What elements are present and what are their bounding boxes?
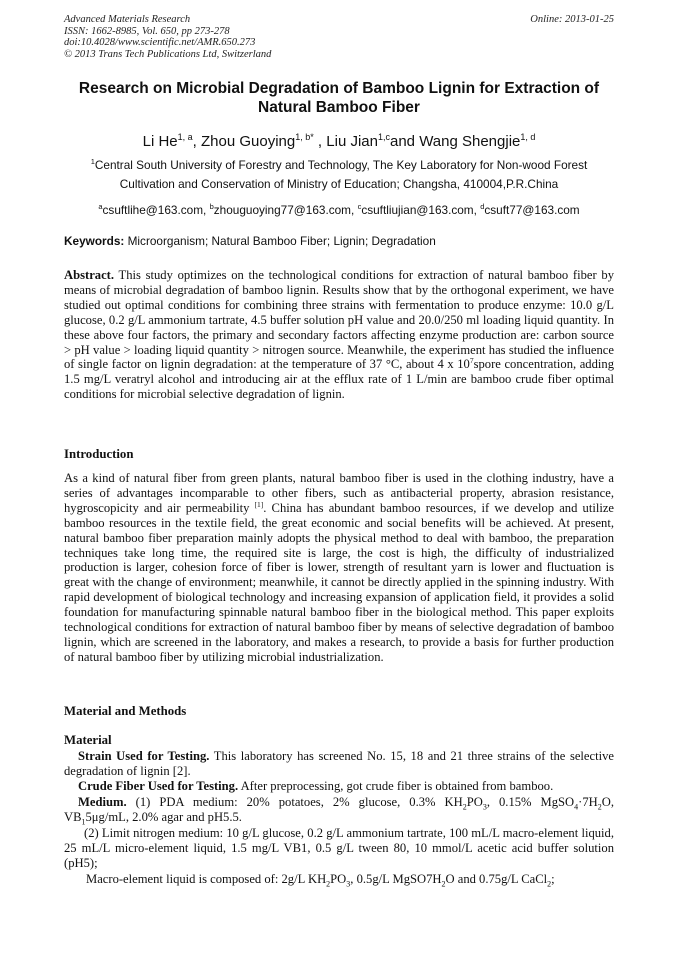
affiliation-text-1: Central South University of Forestry and Technology, The Key Laboratory for Non-wood Forest — [94, 157, 588, 172]
email-sup: b — [209, 202, 214, 211]
keywords — [64, 234, 624, 248]
keywords-label: Keywords: — [64, 234, 125, 248]
author-sup: 1, a — [177, 132, 193, 142]
author-name: Zhou Guoying — [201, 133, 296, 150]
subscript: 2 — [462, 802, 467, 812]
strain-label: Strain Used for Testing. — [78, 749, 210, 763]
medium-text: PO — [466, 795, 483, 809]
abstract-text-2: spore concentration, adding 1.5 mg/L veratryl alcohol and introducing air at the efflux rate of 1 L/min are bamboo crude fiber optimal conditions for microbial selective degradation of lignin. — [64, 357, 614, 402]
affiliation-line-1 — [40, 154, 638, 173]
crude-label: Crude Fiber Used for Testing. — [78, 779, 239, 793]
medium-text: (1) PDA medium: 20% potatoes, 2% glucose, 0.3% KH — [126, 795, 463, 809]
abstract-exponent: 7 — [469, 356, 474, 366]
abstract-label: Abstract. — [64, 268, 115, 282]
email-address: zhouguoying77@163.com — [213, 202, 352, 217]
subscript: 1 — [81, 817, 86, 827]
title-line-2: Natural Bamboo Fiber — [258, 99, 420, 116]
title-line-1: Research on Microbial Degradation of Bamboo Lignin for Extraction of — [78, 80, 600, 97]
medium-text: ·7H — [578, 795, 598, 809]
email-address: csuft77@163.com — [484, 202, 580, 217]
online-date: Online: 2013-01-25 — [530, 14, 614, 25]
strain-paragraph — [64, 749, 614, 779]
journal-doi: doi:10.4028/www.scientific.net/AMR.650.273 — [64, 37, 256, 48]
intro-text-1: As a kind of natural fiber from green plants, natural bamboo fiber is used in the clothing industry, have a series of advantages incomparable to other fibers, such as antibacterial property, abrasion resistance, hygroscopicity and air permeability — [64, 471, 614, 515]
subscript: 2 — [441, 879, 446, 889]
affiliation-sup: 1 — [90, 157, 95, 166]
subscript: 4 — [574, 802, 579, 812]
author-name: Liu Jian — [326, 133, 378, 150]
journal-copyright: © 2013 Trans Tech Publications Ltd, Switzerland — [64, 48, 272, 60]
email-address: csuftliujian@163.com — [361, 202, 474, 217]
medium-text: O, VB — [64, 795, 614, 824]
abstract — [64, 268, 614, 402]
crude-text: After preprocessing, got crude fiber is obtained from bamboo. — [238, 779, 554, 793]
medium-text: 5μg/mL, 2.0% agar and pH5.5. — [85, 809, 242, 824]
macro-element-paragraph — [64, 872, 614, 887]
keywords-text: Microorganism; Natural Bamboo Fiber; Lignin; Degradation — [127, 234, 436, 248]
journal-header — [64, 14, 271, 60]
crude-paragraph — [64, 779, 614, 794]
macro-text: , 0.5g/L MgSO7H — [350, 872, 442, 886]
author-sup: 1, d — [520, 132, 536, 142]
introduction-heading: Introduction — [64, 447, 134, 461]
subscript: 2 — [547, 879, 552, 889]
author-name: Wang Shengjie — [419, 133, 521, 150]
material-subheading: Material — [64, 733, 112, 747]
medium-text: , 0.15% MgSO — [486, 795, 575, 809]
journal-name: Advanced Materials Research — [64, 14, 191, 25]
abstract-text-1: This study optimizes on the technological conditions for extraction of natural bamboo fiber by means of microbial degradation of bamboo lignin. Results show that by the orthogonal experiment, we have studied out optimal conditions for combining three strains with fermentation to produce enzyme: 10.0 g/L glucose, 0.2 g/L ammonium tartrate, 4.5 buffer solution pH value and 20.0/250 ml loading liquid quantity. In these above four factors, the primary and secondary factors affecting enzyme production are: carbon source > pH value > loading liquid quantity > nitrogen source. Meanwhile, the experiment has studied the influence of single factor on lignin degradation: at the temperature of 37 °C, about 4 x 10 — [64, 268, 614, 372]
macro-text: O and 0.75g/L CaCl — [445, 872, 548, 886]
author-sup: 1, b* — [295, 132, 314, 142]
email-line: $^a$csuftlihe@163.com, $^b$zhouguoying77@163.com, $^c$csuftliujian@163.com, $^d$csuft77@163.com — [98, 202, 580, 217]
journal-issn: ISSN: 1662-8985, Vol. 650, pp 273-278 — [64, 25, 230, 37]
email-sup: a — [98, 202, 103, 211]
author-name: Li He — [142, 133, 178, 150]
subscript: 3 — [482, 802, 487, 812]
intro-ref: [1] — [254, 499, 264, 509]
methods-heading: Material and Methods — [64, 704, 187, 718]
medium-label: Medium. — [78, 795, 127, 809]
medium-paragraph — [64, 795, 614, 825]
macro-text: Macro-element liquid is composed of: 2g/L KH — [86, 872, 327, 886]
introduction-body — [64, 471, 614, 665]
subscript: 3 — [346, 879, 351, 889]
subscript: 2 — [597, 802, 602, 812]
paper-title — [50, 79, 628, 117]
author-sup: 1,c — [377, 132, 390, 142]
limit-nitrogen-paragraph: (2) Limit nitrogen medium: 10 g/L glucose, 0.2 g/L ammonium tartrate, 100 mL/L macro-element liquid, 25 mL/L micro-element liquid, 1.5 mg/L VB1, 0.5 g/L tween 80, 10 mmol/L acetic acid buffer solution (pH5); — [64, 826, 614, 870]
affiliation-line-2: Cultivation and Conservation of Ministry of Education; Changsha, 410004,P.R.China — [119, 177, 559, 191]
strain-text: This laboratory has screened No. 15, 18 and 21 three strains of the selective degradation of lignin [2]. — [64, 749, 614, 778]
email-address: csuftlihe@163.com — [102, 202, 204, 217]
macro-text: PO — [330, 872, 347, 886]
email-sup: d — [480, 202, 485, 211]
subscript: 2 — [326, 879, 331, 889]
author-list: Li He$^{1, a}$, Zhou Guoying$^{1, b*}$ , Liu Jian$^{1,c}$and Wang Shengjie$^{1, d}$ — [142, 132, 536, 150]
macro-text: ; — [551, 872, 555, 886]
intro-text-2: . China has abundant bamboo resources, if we develop and utilize bamboo resources in the textile field, the great economic and social benefits will be achieved. At present, natural bamboo fiber preparation mainly adopts the physical method to deal with bamboo, the preparation techniques take long time, the required site is large, the cost is high, the difficulty of industrialized production is larger, cohesion force of fiber is lower, strength of resultant yarn is lower and fluctuation is great with the change of environment; meanwhile, it cannot be directly applied in the spinning industry. With rapid development of biological technology and increasing expansion of application field, it provides a solid foundation for manufacturing spinnable natural bamboo fiber in the biological method. This paper exploits technological conditions for extraction of natural bamboo fiber by means of selective degradation of bamboo lignin, which are screened in the laboratory, and makes a research, to provide a basis for further production of natural bamboo fiber by utilizing microbial industrialization. — [64, 500, 614, 664]
email-sup: c — [357, 202, 362, 211]
